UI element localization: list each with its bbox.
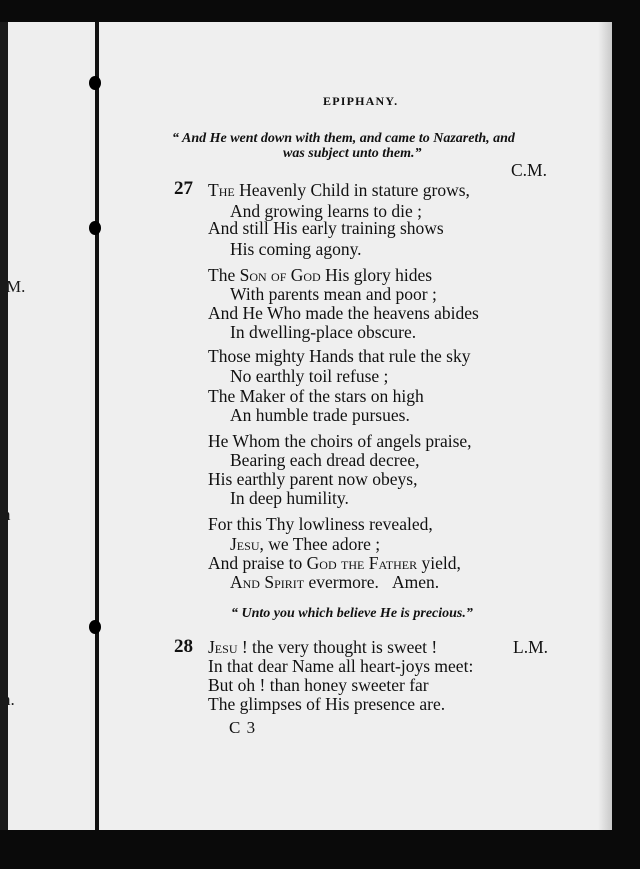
hymn-27-number: 27 xyxy=(174,178,193,199)
left-page-text-fragment: n xyxy=(2,505,11,524)
running-header: EPIPHANY. xyxy=(323,94,399,108)
hymn-28-number: 28 xyxy=(174,636,193,657)
binding-hole-1 xyxy=(89,76,101,90)
hymn-27-verse-line: In deep humility. xyxy=(230,488,349,508)
hymn-27-verse-line: For this Thy lowliness revealed, xyxy=(208,514,433,534)
book-gutter xyxy=(95,22,99,830)
hymn-28-verse-line: The glimpses of His presence are. xyxy=(208,694,446,714)
hymn-28-verse-line: In that dear Name all heart-joys meet: xyxy=(208,656,474,676)
hymn-27-verse-line: Those mighty Hands that rule the sky xyxy=(208,346,471,366)
hymn-27-verse-line: Bearing each dread decree, xyxy=(230,450,420,470)
hymn-28-verse-line: Jesu ! the very thought is sweet ! xyxy=(208,637,438,657)
hymn-27-verse-line: His earthly parent now obeys, xyxy=(208,469,418,489)
hymn-28-epigraph: “ Unto you which believe He is precious.” xyxy=(231,606,473,621)
signature-mark: C 3 xyxy=(229,718,257,737)
page-edge-shadow xyxy=(598,22,612,830)
hymn-27-verse-line: He Whom the choirs of angels praise, xyxy=(208,431,472,451)
hymn-28-meter: L.M. xyxy=(513,637,548,657)
hymn-27-meter: C.M. xyxy=(511,160,547,180)
hymn-27-verse-line: The Maker of the stars on high xyxy=(208,386,424,406)
left-page-text-fragment: n. xyxy=(2,690,15,709)
hymn-27-verse-line: The Son of God His glory hides xyxy=(208,265,433,285)
hymn-27-verse-line: The Heavenly Child in stature grows, xyxy=(208,180,470,200)
binding-hole-2 xyxy=(89,221,101,235)
hymn-27-verse-line: With parents mean and poor ; xyxy=(230,284,437,304)
binding-hole-3 xyxy=(89,620,101,634)
hymn-27-verse-line: In dwelling-place obscure. xyxy=(230,322,417,342)
hymn-27-epigraph-line-2: was subject unto them.” xyxy=(283,146,422,161)
left-page-text-fragment: M. xyxy=(6,277,26,296)
hymn-27-verse-line: And Spirit evermore. Amen. xyxy=(230,572,440,592)
hymn-27-verse-line: And praise to God the Father yield, xyxy=(208,553,461,573)
hymn-27-verse-line: No earthly toil refuse ; xyxy=(230,366,389,386)
hymn-28-verse-line: But oh ! than honey sweeter far xyxy=(208,675,429,695)
hymn-27-verse-line: An humble trade pursues. xyxy=(230,405,410,425)
hymn-27-verse-line: Jesu, we Thee adore ; xyxy=(230,534,381,554)
hymn-27-verse-line: And He Who made the heavens abides xyxy=(208,303,479,323)
hymn-27-verse-line: His coming agony. xyxy=(230,239,362,259)
hymn-27-verse-line: And still His early training shows xyxy=(208,218,444,238)
hymn-27-epigraph-line-1: “ And He went down with them, and came to Nazareth, and xyxy=(172,131,515,146)
hymn-27-verse-line: And growing learns to die ; xyxy=(230,201,422,221)
